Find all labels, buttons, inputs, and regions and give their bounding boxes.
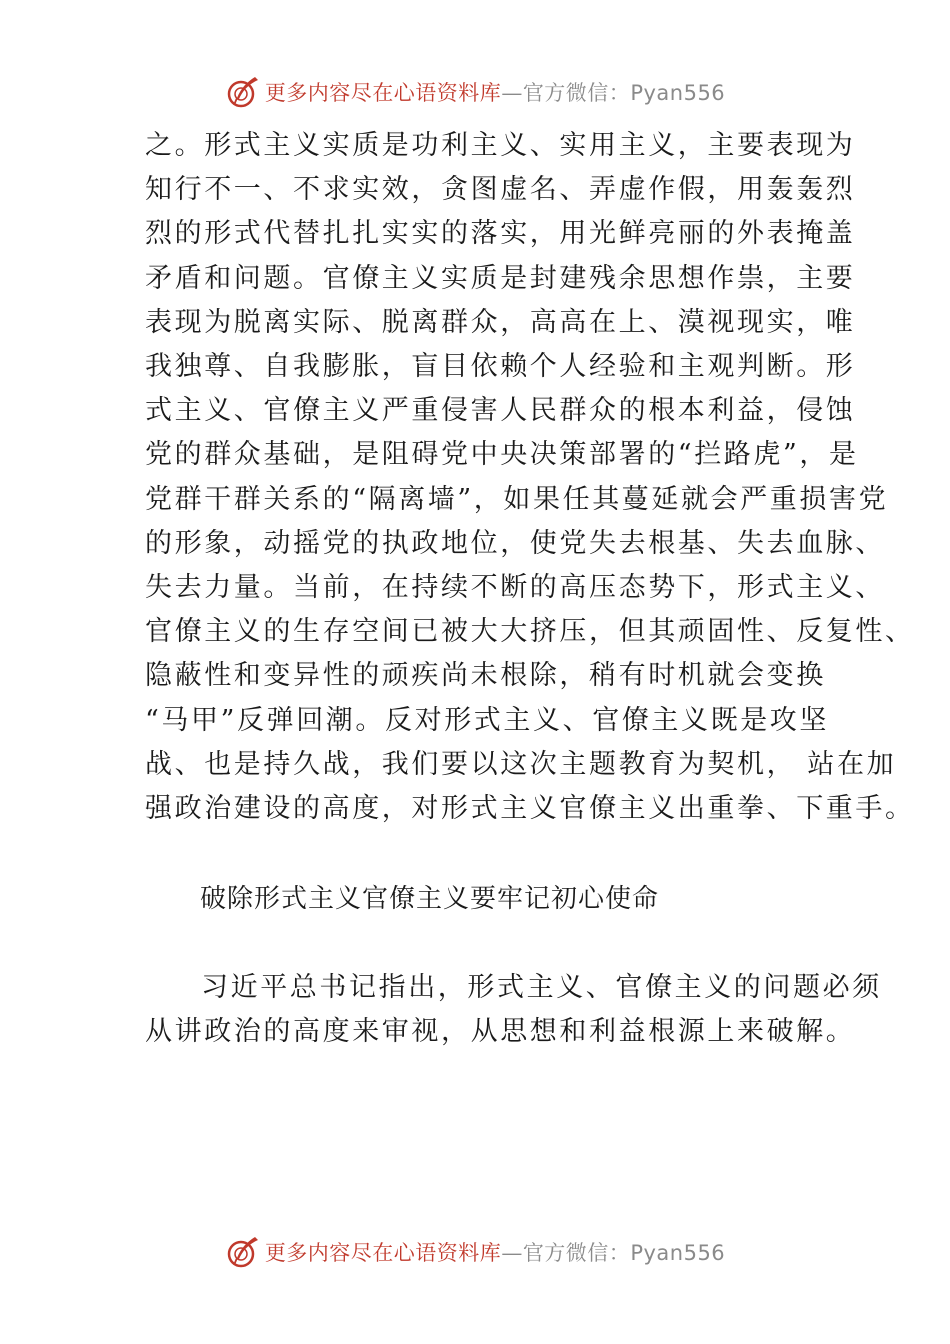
text-line: 烈的形式代替扎扎实实的落实，用光鲜亮丽的外表掩盖 [145,218,856,250]
text-line: 习近平总书记指出，形式主义、官僚主义的问题必须 [201,972,882,1003]
watermark-text [265,1237,725,1267]
section-heading: 破除形式主义官僚主义要牢记初心使命 [200,884,660,914]
footer-watermark [0,1232,950,1272]
text-line: 失去力量。当前，在持续不断的高压态势下，形式主义、 [145,572,885,604]
watermark-contact-label: 官方微信： [522,1241,631,1265]
text-line: “马甲”反弹回潮。反对形式主义、官僚主义既是攻坚 [145,704,830,736]
paragraph-1 [145,124,915,831]
text-line: 之。形式主义实质是功利主义、实用主义，主要表现为 [145,130,856,161]
watermark-brand: 更多内容尽在心语资料库 [264,1241,502,1265]
text-line: 的形象，动摇党的执政地位，使党失去根基、失去血脉、 [145,527,885,559]
paragraph-2 [145,966,882,1054]
text-line: 我独尊、自我膨胀，盲目依赖个人经验和主观判断。形 [145,351,856,383]
watermark-dash: — [501,1241,523,1265]
text-line: 战、也是持久战，我们要以这次主题教育为契机， 站在加 [145,748,897,780]
text-line: 官僚主义的生存空间已被大大挤压，但其顽固性、反复性、 [145,616,915,648]
text-line: 矛盾和问题。官僚主义实质是封建残余思想作祟，主要 [145,262,856,294]
text-line: 表现为脱离实际、脱离群众，高高在上、漠视现实，唯 [145,306,856,338]
text-line: 党群干群关系的“隔离墙”，如果任其蔓延就会严重损害党 [145,483,889,515]
watermark-contact-id: Pyan556 [630,1241,726,1265]
text-line: 知行不一、不求实效，贪图虚名、弄虚作假，用轰轰烈 [145,174,856,206]
watermark-contact-id: Pyan556 [630,81,726,105]
text-line: 党的群众基础，是阻碍党中央决策部署的“拦路虎”，是 [145,439,859,471]
text-line: 从讲政治的高度来审视，从思想和利益根源上来破解。 [145,1016,856,1047]
watermark-text [265,77,725,107]
text-line: 式主义、官僚主义严重侵害人民群众的根本利益，侵蚀 [145,395,856,427]
quill-logo-icon [225,1234,261,1270]
watermark-brand: 更多内容尽在心语资料库 [264,81,502,105]
header-watermark [0,72,950,112]
watermark-contact-label: 官方微信： [522,81,631,105]
text-line: 隐蔽性和变异性的顽疾尚未根除，稍有时机就会变换 [145,660,826,692]
watermark-dash: — [501,81,523,105]
quill-logo-icon [225,74,261,110]
text-line: 强政治建设的高度，对形式主义官僚主义出重拳、下重手。 [145,793,915,825]
